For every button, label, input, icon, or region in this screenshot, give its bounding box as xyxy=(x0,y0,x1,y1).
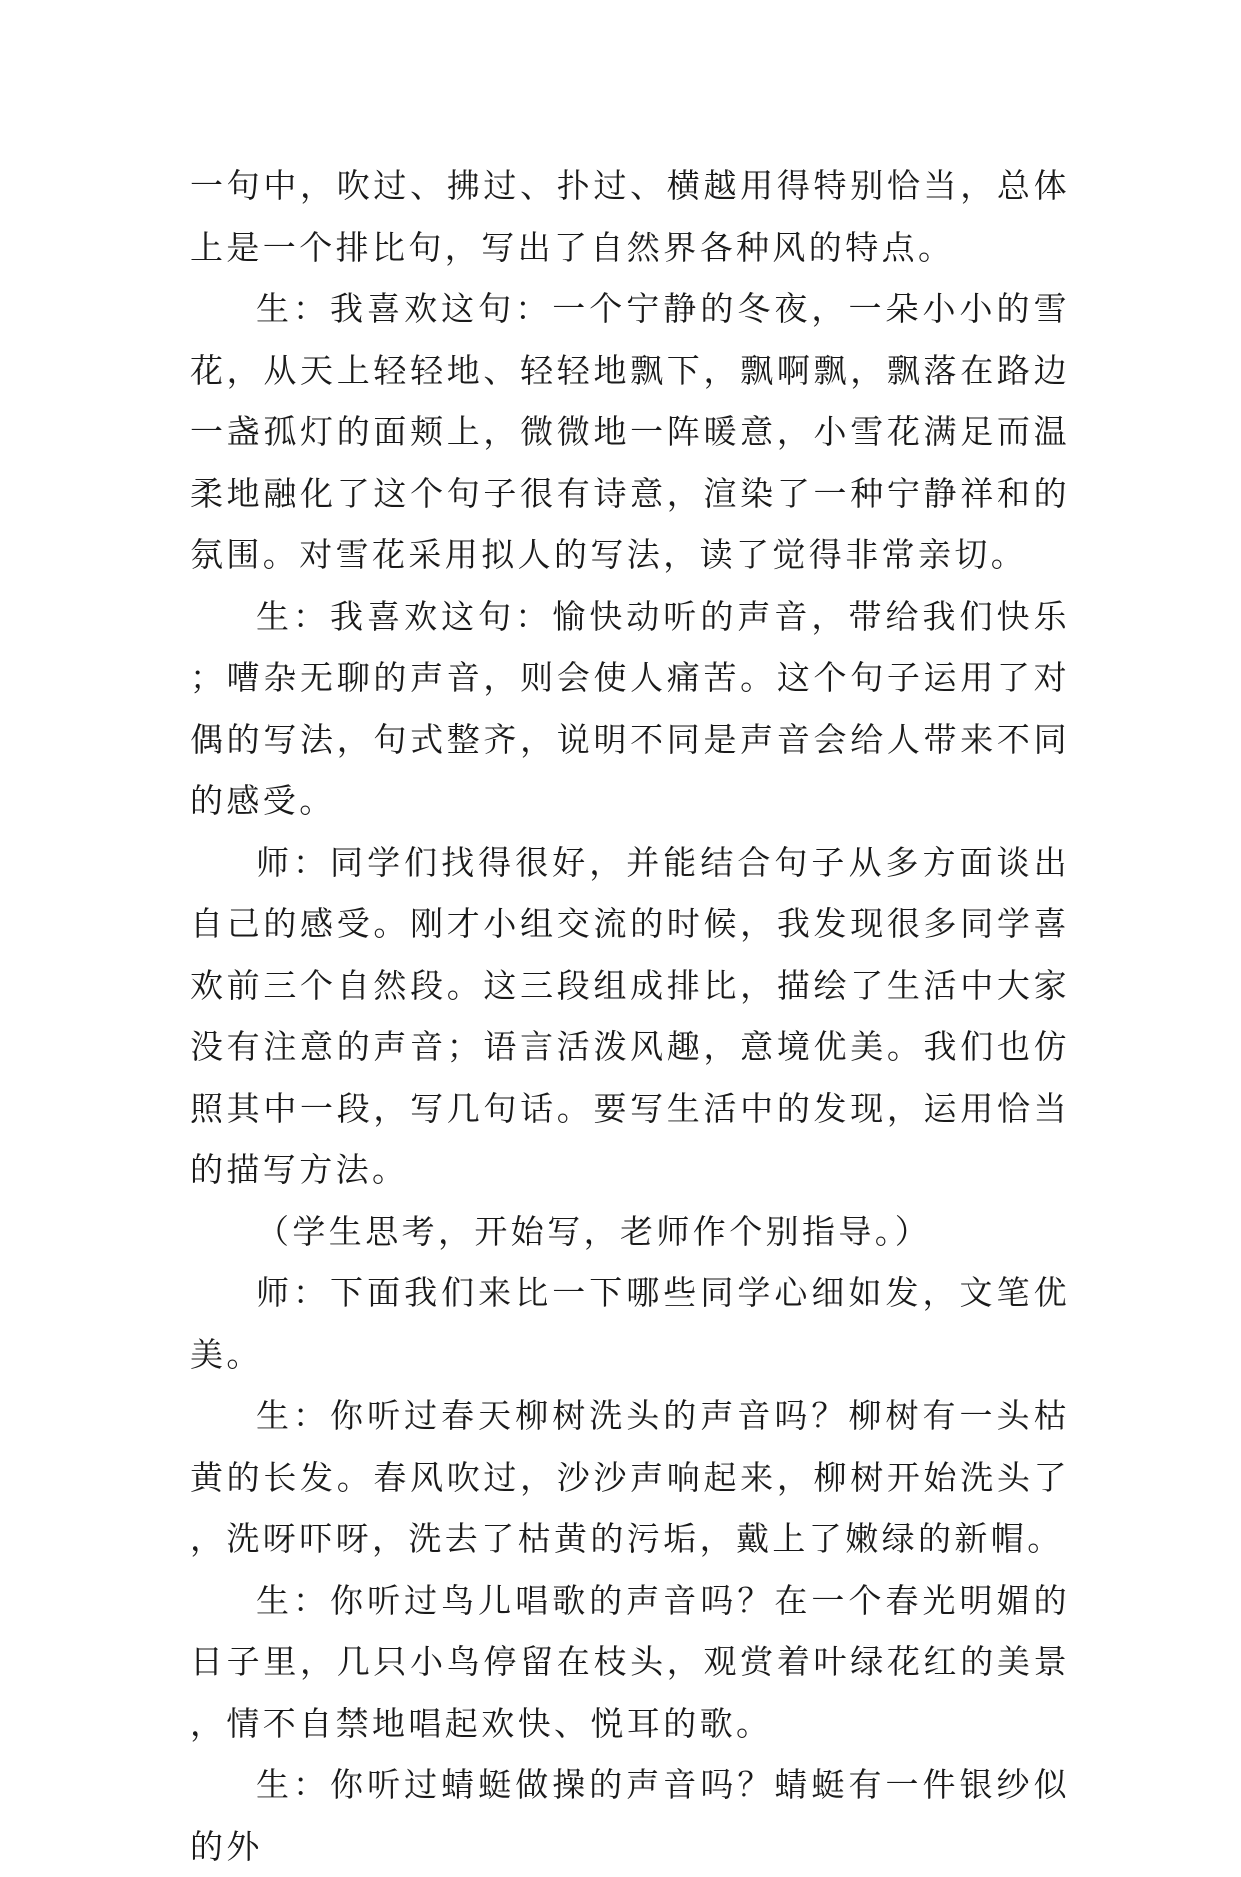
paragraph: 师：同学们找得很好，并能结合句子从多方面谈出自己的感受。刚才小组交流的时候，我发现很多同学喜欢前三个自然段。这三段组成排比，描绘了生活中大家没有注意的声音；语言活泼风趣，意境优美。我们也仿照其中一段，写几句话。要写生活中的发现，运用恰当的描写方法。 xyxy=(190,842,1070,1189)
paragraph: 生：你听过春天柳树洗头的声音吗？柳树有一头枯黄的长发。春风吹过，沙沙声响起来，柳树开始洗头了，洗呀吓呀，洗去了枯黄的污垢，戴上了嫩绿的新帽。 xyxy=(190,1396,1070,1558)
paragraph: 师：下面我们来比一下哪些同学心细如发，文笔优美。 xyxy=(190,1273,1070,1374)
paragraph: 生：我喜欢这句：一个宁静的冬夜，一朵小小的雪花，从天上轻轻地、轻轻地飘下，飘啊飘，飘落在路边一盏孤灯的面颊上，微微地一阵暖意，小雪花满足而温柔地融化了这个句子很有诗意，渲染了一种宁静祥和的氛围。对雪花采用拟人的写法，读了觉得非常亲切。 xyxy=(190,289,1070,574)
paragraph: 生：我喜欢这句：愉快动听的声音，带给我们快乐；嘈杂无聊的声音，则会使人痛苦。这个句子运用了对偶的写法，句式整齐，说明不同是声音会给人带来不同的感受。 xyxy=(190,596,1070,820)
paragraph: 生：你听过鸟儿唱歌的声音吗？在一个春光明媚的日子里，几只小鸟停留在枝头，观赏着叶绿花红的美景，情不自禁地唱起欢快、悦耳的歌。 xyxy=(190,1580,1070,1743)
paragraph: （学生思考，开始写，老师作个别指导。） xyxy=(256,1211,932,1251)
body-text xyxy=(190,155,1070,1877)
paragraph: 一句中，吹过、拂过、扑过、横越用得特别恰当，总体上是一个排比句，写出了自然界各种风的特点。 xyxy=(190,166,1070,267)
paragraph: 生：你听过蜻蜓做操的声音吗？蜻蜓有一件银纱似的外 xyxy=(190,1765,1070,1866)
